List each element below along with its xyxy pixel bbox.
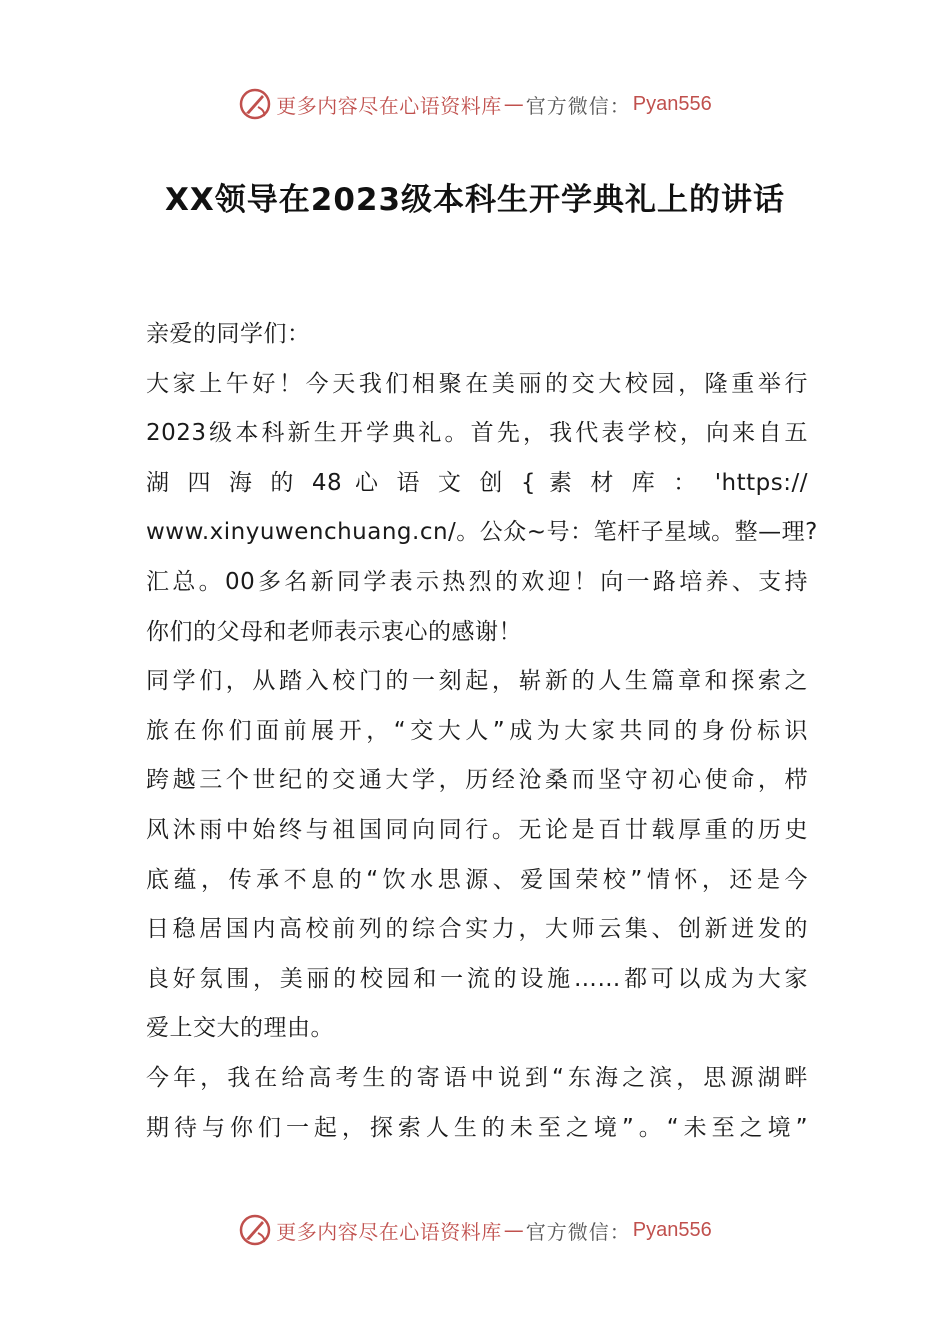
quill-logo-icon: [238, 1213, 272, 1247]
body-line: 底蕴，传承不息的“饮水思源、爱国荣校”情怀，还是今: [146, 866, 808, 893]
footer-banner: [0, 1210, 950, 1250]
body-line: 旅在你们面前展开，“交大人”成为大家共同的身份标识: [146, 717, 808, 744]
body-line: 爱上交大的理由。: [146, 1015, 334, 1042]
banner-wechat-label: 官方微信：: [525, 93, 631, 118]
banner-dash: —: [503, 92, 524, 116]
banner-text: 更多内容尽在心语资料库: [276, 93, 502, 118]
banner-text: 更多内容尽在心语资料库: [276, 1219, 502, 1244]
body-line: 跨越三个世纪的交通大学，历经沧桑而坚守初心使命，栉: [146, 767, 808, 794]
banner-wechat-id: Pyan556: [632, 92, 712, 115]
document-title: XX领导在2023级本科生开学典礼上的讲话: [164, 182, 786, 218]
banner-wechat-label: 官方微信：: [525, 1219, 631, 1244]
quill-logo-icon: [238, 87, 272, 121]
body-line: 湖 四 海 的 48 心 语 文 创 { 素 材 库 ： 'https://: [146, 469, 808, 496]
header-banner: [0, 84, 950, 124]
body-line: 日稳居国内高校前列的综合实力，大师云集、创新迸发的: [146, 916, 808, 943]
body-line: 同学们，从踏入校门的一刻起，崭新的人生篇章和探索之: [146, 668, 808, 695]
document-body: [146, 310, 818, 1153]
body-line: 你们的父母和老师表示衷心的感谢！: [146, 618, 522, 645]
body-line: 期待与你们一起，探索人生的未至之境”。“未至之境”: [146, 1114, 808, 1141]
body-line: 今年，我在给高考生的寄语中说到“东海之滨，思源湖畔: [146, 1064, 808, 1091]
body-line: 汇总。00多名新同学表示热烈的欢迎！向一路培养、支持: [146, 568, 808, 595]
body-line: 大家上午好！今天我们相聚在美丽的交大校园，隆重举行: [146, 370, 808, 397]
body-line: 良好氛围，美丽的校园和一流的设施……都可以成为大家: [146, 965, 808, 992]
body-line: 亲爱的同学们：: [146, 321, 311, 347]
body-line: 风沐雨中始终与祖国同向同行。无论是百廿载厚重的历史: [146, 816, 808, 843]
banner-wechat-id: Pyan556: [632, 1218, 712, 1241]
banner-dash: —: [503, 1218, 524, 1242]
body-line: 2023级本科新生开学典礼。首先，我代表学校，向来自五: [146, 420, 808, 447]
body-line: www.xinyuwenchuang.cn/。公众~号：笔杆子星域。整—理?: [146, 519, 818, 546]
